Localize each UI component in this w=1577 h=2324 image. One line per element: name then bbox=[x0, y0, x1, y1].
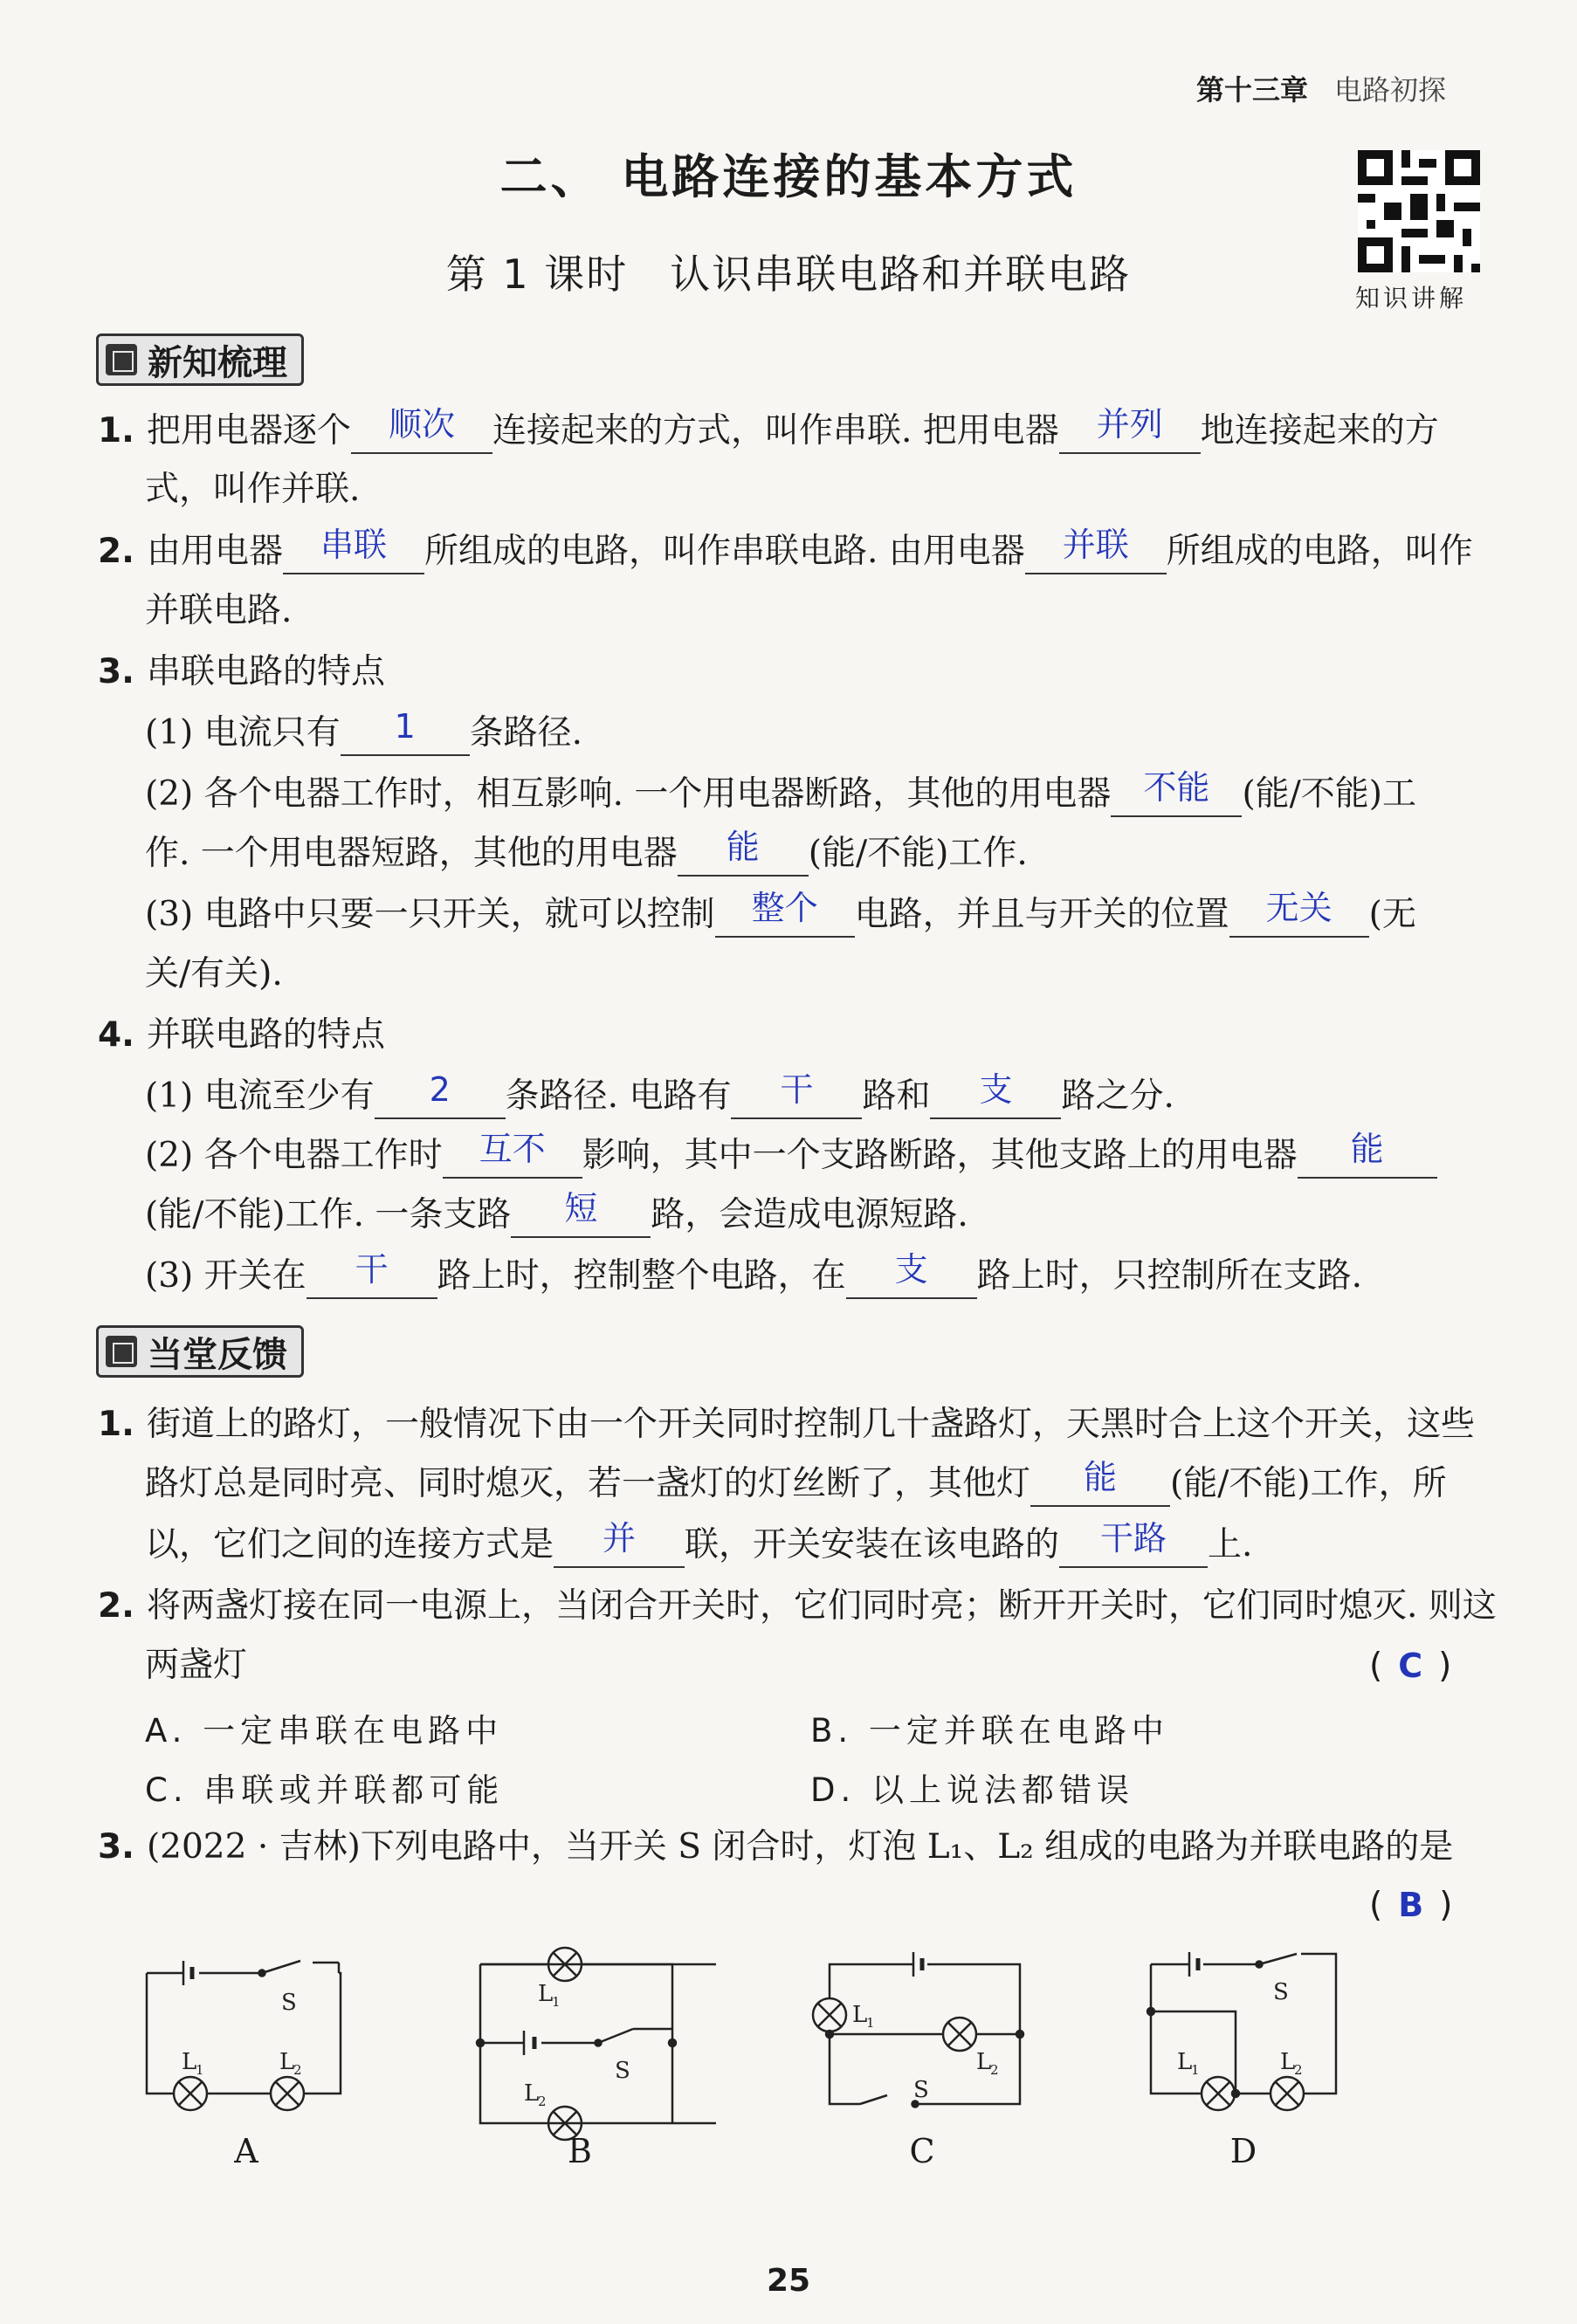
answer-blank[interactable] bbox=[846, 1250, 977, 1299]
text: (2022 · 吉林)下列电路中，当开关 S 闭合时，灯泡 L₁、L₂ 组成的电路为并联电路的是 bbox=[146, 1827, 1454, 1867]
knowledge-item-3-2 bbox=[145, 768, 1417, 817]
knowledge-item-2 bbox=[98, 526, 1473, 574]
text: (能/不能)工作. bbox=[808, 834, 1028, 873]
lamp-label: L bbox=[279, 2049, 295, 2075]
feedback-item-2-line2 bbox=[145, 1643, 247, 1688]
text: 地连接起来的方 bbox=[1200, 411, 1439, 450]
chapter-header bbox=[1196, 68, 1446, 108]
lamp-label: L bbox=[182, 2049, 197, 2075]
page-title: 二、 电路连接的基本方式 bbox=[499, 149, 1078, 204]
text: 路上时，只控制所在支路. bbox=[976, 1256, 1363, 1296]
lamp-label: L bbox=[1280, 2049, 1296, 2075]
answer-blank[interactable] bbox=[678, 828, 809, 877]
knowledge-item-2-cont bbox=[145, 588, 292, 634]
knowledge-item-1-cont bbox=[145, 467, 360, 512]
answer-blank[interactable] bbox=[715, 889, 855, 938]
switch-label: S bbox=[913, 2077, 929, 2103]
feedback-item-1-line3 bbox=[145, 1519, 1253, 1568]
text: 上. bbox=[1208, 1525, 1253, 1564]
answer-bracket[interactable]: ( B ) bbox=[1369, 1886, 1453, 1925]
text: (能/不能)工作，所 bbox=[1170, 1464, 1447, 1503]
answer-blank[interactable] bbox=[306, 1250, 437, 1299]
text: (1) 电流只有 bbox=[145, 713, 341, 753]
answer-blank[interactable] bbox=[930, 1070, 1061, 1119]
knowledge-item-4-2-cont bbox=[145, 1189, 968, 1238]
handwritten-answer: 能 bbox=[1350, 1130, 1384, 1168]
handwritten-answer: 能 bbox=[726, 828, 760, 866]
pencil-icon bbox=[106, 1336, 137, 1367]
knowledge-item-4 bbox=[98, 1013, 385, 1058]
text: 路上时，控制整个电路，在 bbox=[437, 1256, 846, 1296]
text: 由用电器 bbox=[146, 532, 283, 571]
handwritten-answer: 1 bbox=[394, 707, 416, 746]
text: 两盏灯 bbox=[145, 1646, 248, 1685]
chapter-number: 第十三章 bbox=[1196, 73, 1309, 107]
lamp-sub: 2 bbox=[538, 2094, 547, 2109]
text: 路之分. bbox=[1061, 1076, 1174, 1116]
item-number: 3. bbox=[98, 652, 134, 691]
section-label: 新知梳理 bbox=[148, 342, 287, 383]
handwritten-answer: 并列 bbox=[1096, 405, 1163, 443]
circuit-d[interactable] bbox=[1147, 1952, 1336, 2110]
text: 路，会造成电源短路. bbox=[651, 1195, 968, 1234]
handwritten-answer: 支 bbox=[979, 1070, 1013, 1109]
knowledge-item-1 bbox=[98, 405, 1439, 454]
handwritten-answer: 干 bbox=[355, 1250, 389, 1289]
text: 条路径. 电路有 bbox=[505, 1076, 732, 1116]
item-number: 4. bbox=[98, 1015, 134, 1055]
handwritten-answer: 无关 bbox=[1265, 889, 1333, 927]
item-number: 3. bbox=[98, 1827, 134, 1867]
text: 关/有关). bbox=[145, 954, 283, 994]
switch-label: S bbox=[615, 2058, 630, 2084]
answer-blank[interactable] bbox=[341, 707, 470, 756]
lamp-sub: 1 bbox=[196, 2062, 204, 2078]
switch-label: S bbox=[1273, 1979, 1289, 2005]
knowledge-item-3-2-cont bbox=[145, 828, 1028, 877]
knowledge-item-4-3 bbox=[145, 1250, 1363, 1299]
circuit-b[interactable] bbox=[477, 1948, 716, 2140]
lamp-sub: 2 bbox=[1294, 2062, 1303, 2078]
text: 街道上的路灯，一般情况下由一个开关同时控制几十盏路灯，天黑时合上这个开关，这些 bbox=[146, 1405, 1475, 1444]
handwritten-answer: B bbox=[1398, 1886, 1424, 1924]
qr-label: 知识讲解 bbox=[1355, 284, 1468, 313]
qr-code-icon[interactable] bbox=[1358, 150, 1480, 272]
answer-blank[interactable] bbox=[1025, 526, 1167, 574]
answer-blank[interactable] bbox=[731, 1070, 862, 1119]
knowledge-item-3 bbox=[98, 650, 385, 695]
text: 以，它们之间的连接方式是 bbox=[145, 1525, 554, 1564]
answer-blank[interactable] bbox=[443, 1130, 582, 1179]
text: 所组成的电路，叫作 bbox=[1166, 532, 1473, 571]
lamp-sub: 2 bbox=[990, 2062, 999, 2078]
answer-blank[interactable] bbox=[1059, 1519, 1208, 1568]
knowledge-item-3-3 bbox=[145, 889, 1416, 938]
text: 式，叫作并联. bbox=[145, 470, 361, 509]
handwritten-answer: 支 bbox=[894, 1250, 928, 1289]
handwritten-answer: 串联 bbox=[320, 526, 387, 564]
text: 联，开关安装在该电路的 bbox=[685, 1525, 1060, 1564]
handwritten-answer: 干 bbox=[780, 1070, 814, 1109]
text: 路和 bbox=[862, 1076, 931, 1116]
answer-blank[interactable] bbox=[1111, 768, 1242, 817]
item-number: 1. bbox=[98, 411, 134, 450]
page-number: 25 bbox=[766, 2263, 811, 2299]
handwritten-answer: 整个 bbox=[751, 889, 818, 927]
answer-blank[interactable] bbox=[554, 1519, 685, 1568]
text: 作. 一个用电器短路，其他的用电器 bbox=[145, 834, 678, 873]
handwritten-answer: 干路 bbox=[1100, 1519, 1167, 1557]
text: (无 bbox=[1368, 895, 1416, 934]
lesson-subtitle: 第 1 课时 认识串联电路和并联电路 bbox=[445, 251, 1132, 298]
answer-bracket[interactable]: ( C ) bbox=[1369, 1647, 1452, 1686]
chapter-title: 电路初探 bbox=[1334, 73, 1447, 107]
text: (2) 各个电器工作时 bbox=[145, 1136, 443, 1175]
lamp-label: L bbox=[1177, 2049, 1193, 2075]
circuit-d-label: D bbox=[1229, 2132, 1257, 2170]
handwritten-answer: 并 bbox=[603, 1519, 637, 1557]
answer-blank[interactable] bbox=[1298, 1130, 1437, 1179]
knowledge-item-4-1 bbox=[145, 1070, 1174, 1119]
text: 路灯总是同时亮、同时熄灭，若一盏灯的灯丝断了，其他灯 bbox=[145, 1464, 1031, 1503]
feedback-item-1-line2 bbox=[145, 1458, 1447, 1507]
text: (能/不能)工作. 一条支路 bbox=[145, 1195, 512, 1234]
lamp-sub: 1 bbox=[552, 1994, 561, 2010]
option-d[interactable]: D. 以上说法都错误 bbox=[810, 1771, 1135, 1809]
text: 并联电路的特点 bbox=[146, 1015, 385, 1055]
section-tag-new-knowledge bbox=[96, 333, 304, 386]
feedback-item-2 bbox=[98, 1584, 1497, 1629]
circuit-b-label: B bbox=[568, 2132, 592, 2170]
handwritten-answer: 能 bbox=[1084, 1458, 1118, 1496]
text: (2) 各个电器工作时，相互影响. 一个用电器断路，其他的用电器 bbox=[145, 774, 1112, 814]
handwritten-answer: 并联 bbox=[1062, 526, 1129, 564]
handwritten-answer: 2 bbox=[429, 1070, 451, 1109]
option-a[interactable]: A. 一定串联在电路中 bbox=[145, 1712, 504, 1750]
feedback-item-1 bbox=[98, 1402, 1475, 1447]
text: 将两盏灯接在同一电源上，当闭合开关时，它们同时亮；断开开关时，它们同时熄灭. 则这 bbox=[146, 1586, 1497, 1626]
feedback-item-3 bbox=[98, 1825, 1453, 1870]
lamp-label: L bbox=[976, 2049, 992, 2075]
switch-label: S bbox=[281, 1990, 297, 2016]
text: 连接起来的方式，叫作串联. 把用电器 bbox=[492, 411, 1059, 450]
lamp-sub: 1 bbox=[866, 2015, 875, 2031]
knowledge-item-3-3-cont bbox=[145, 952, 283, 997]
text: 串联电路的特点 bbox=[146, 652, 385, 691]
text: (1) 电流至少有 bbox=[145, 1076, 375, 1116]
item-number: 1. bbox=[98, 1405, 134, 1444]
section-tag-feedback bbox=[96, 1325, 304, 1378]
lamp-label: L bbox=[524, 2080, 540, 2107]
option-b[interactable]: B. 一定并联在电路中 bbox=[810, 1712, 1169, 1750]
answer-blank[interactable] bbox=[375, 1070, 506, 1119]
lamp-sub: 1 bbox=[1191, 2062, 1200, 2078]
circuit-a-label: A bbox=[234, 2132, 258, 2170]
answer-blank[interactable] bbox=[1030, 1458, 1170, 1507]
handwritten-answer: 顺次 bbox=[388, 405, 455, 443]
text: 条路径. bbox=[469, 713, 583, 753]
item-number: 2. bbox=[98, 532, 134, 571]
text: (3) 开关在 bbox=[145, 1256, 306, 1296]
text: (3) 电路中只要一只开关，就可以控制 bbox=[145, 895, 715, 934]
circuit-diagrams bbox=[131, 1938, 1353, 2148]
handwritten-answer: 不能 bbox=[1143, 768, 1210, 807]
circuit-a[interactable] bbox=[147, 1961, 341, 2110]
option-c[interactable]: C. 串联或并联都可能 bbox=[145, 1771, 505, 1809]
knowledge-item-3-1 bbox=[145, 707, 583, 756]
lamp-label: L bbox=[852, 2002, 868, 2028]
answer-blank[interactable] bbox=[1059, 405, 1201, 454]
text: 并联电路. bbox=[145, 591, 293, 630]
text: 电路，并且与开关的位置 bbox=[854, 895, 1229, 934]
handwritten-answer: C bbox=[1398, 1647, 1423, 1685]
lamp-sub: 2 bbox=[293, 2062, 302, 2078]
handwritten-answer: 互不 bbox=[479, 1130, 546, 1168]
item-number: 2. bbox=[98, 1586, 134, 1626]
lamp-label: L bbox=[538, 1981, 554, 2007]
answer-blank[interactable] bbox=[351, 405, 492, 454]
knowledge-item-4-2 bbox=[145, 1130, 1437, 1179]
book-icon bbox=[106, 344, 137, 375]
circuit-c-label: C bbox=[909, 2132, 935, 2170]
section-label: 当堂反馈 bbox=[148, 1334, 287, 1375]
text: 影响，其中一个支路断路，其他支路上的用电器 bbox=[582, 1136, 1298, 1175]
text: (能/不能)工 bbox=[1242, 774, 1417, 814]
answer-blank[interactable] bbox=[511, 1189, 651, 1238]
text: 把用电器逐个 bbox=[146, 411, 351, 450]
answer-blank[interactable] bbox=[1229, 889, 1369, 938]
answer-blank[interactable] bbox=[283, 526, 424, 574]
handwritten-answer: 短 bbox=[564, 1189, 598, 1227]
text: 所组成的电路，叫作串联电路. 由用电器 bbox=[424, 532, 1025, 571]
